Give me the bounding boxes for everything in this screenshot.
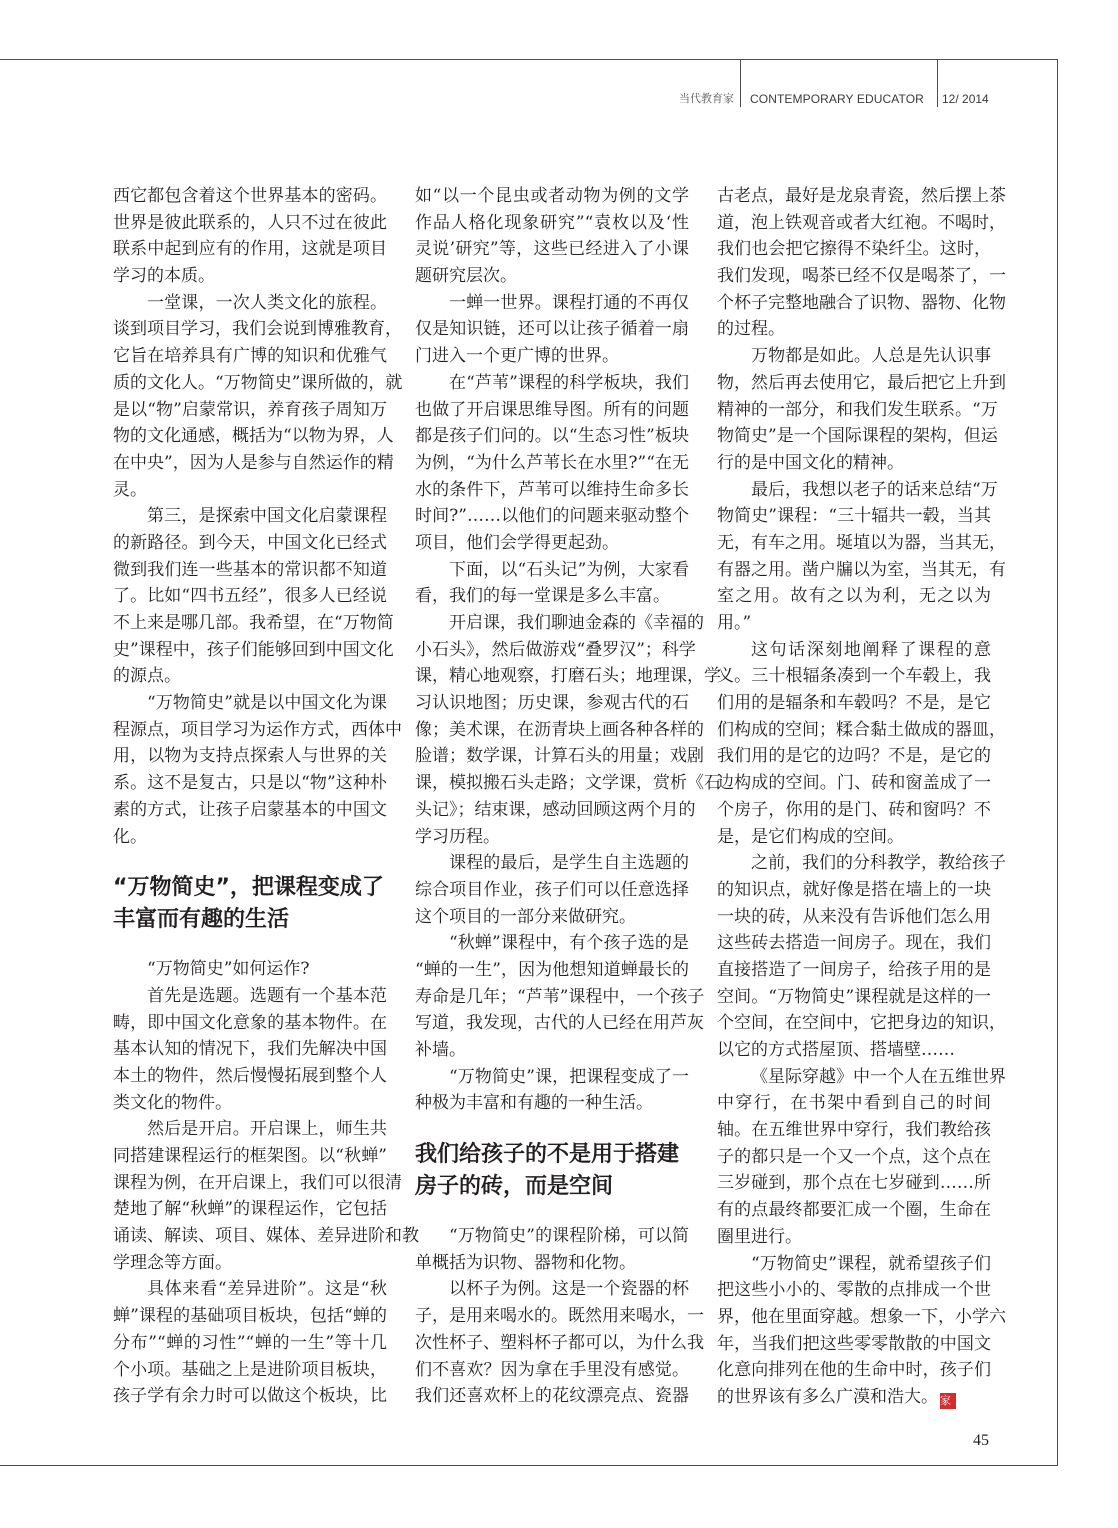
text-line: 古老点，最好是龙泉青瓷，然后摆上茶	[717, 186, 1006, 206]
text-line: 圈里进行。	[717, 1226, 802, 1247]
paragraph	[415, 610, 721, 850]
text-line: 基本认知的情况下，我们先解决中国	[113, 1039, 387, 1060]
text-line: 畴，即中国文化意象的基本物件。在	[113, 1012, 387, 1033]
text-line: 微到我们连一些基本的常识都不知道	[113, 559, 387, 580]
text-line: 时间?”……以他们的问题来驱动整个	[415, 506, 689, 527]
text-line: 个空间，在空间中，它把身边的知识，	[717, 1013, 1006, 1034]
text-line: 补墙。	[415, 1040, 466, 1060]
text-line: 都是孩子们问的。以“生态习性”板块	[415, 426, 689, 447]
text-line: “万物简史”的课程阶梯，可以简	[449, 1226, 689, 1247]
text-line: 类文化的物件。	[113, 1092, 232, 1113]
text-line: 我们也会把它擦得不染纤尘。这时，	[717, 239, 991, 260]
text-line: “万物简史”课，把课程变成了一	[449, 1066, 689, 1087]
text-line: 《星际穿越》中一个人在五维世界	[751, 1066, 1006, 1087]
text-line: 空间。“万物简史”课程就是这样的一	[717, 986, 991, 1007]
text-line: 课，模拟搬石头走路；文学课，赏析《石	[415, 773, 721, 794]
text-line: “万物简史”课程，就希望孩子们	[751, 1253, 991, 1274]
text-line-content: 的世界该有多么广漠和浩大。	[717, 1386, 938, 1407]
text-line: 学习的本质。	[113, 266, 215, 287]
paragraph	[415, 290, 689, 370]
text-line: 以杯子为例。这是一个瓷器的杯	[449, 1279, 689, 1300]
paragraph	[415, 1064, 689, 1117]
article-column-2	[415, 183, 721, 1410]
paragraph	[113, 690, 402, 850]
page-number: 45	[973, 1432, 989, 1449]
paragraph	[415, 1276, 704, 1409]
text-line: 这句话深刻地阐释了课程的意	[751, 639, 991, 660]
text-line: “蝉的一生”，因为他想知道蝉最长的	[415, 959, 689, 980]
text-line: 联系中起到应有的作用，这就是项目	[113, 239, 387, 260]
text-line: 有器之用。凿户牖以为室，当其无，有	[717, 559, 1006, 580]
text-line: 也做了开启课思维导图。所有的问题	[415, 399, 689, 420]
text-line: 物，然后再去使用它，最后把它上升到	[717, 372, 1006, 393]
paragraph	[415, 850, 689, 930]
heading-line: 丰富而有趣的生活	[113, 907, 290, 933]
text-line: 是，是它们构成的空间。	[717, 826, 904, 847]
text-line: 诵读、解读、项目、媒体、差异进阶和教	[113, 1226, 419, 1247]
text-line: 学习历程。	[415, 826, 500, 847]
text-line: 灵说’研究”等，这些已经进入了小课	[415, 239, 689, 260]
text-line: 们用的是辐条和车毂吗？不是，是它	[717, 693, 991, 714]
text-line: 同搭建课程运行的框架图。以“秋蝉”	[113, 1146, 387, 1166]
text-line: 在“芦苇”课程的科学板块，我们	[449, 372, 689, 393]
text-line: 最后，我想以老子的话来总结“万	[751, 479, 998, 500]
end-mark-logo: 家	[940, 1393, 956, 1409]
text-line: 精神的一部分，和我们发生联系。“万	[717, 399, 998, 420]
text-line: 子，是用来喝水的。既然用来喝水，一	[415, 1306, 704, 1327]
paragraph	[717, 343, 1006, 476]
text-line: 看，我们的每一堂课是多么丰富。	[415, 586, 670, 607]
text-line: 的知识点，就好像是搭在墙上的一块	[717, 879, 991, 900]
paragraph	[113, 1116, 419, 1276]
page-border-right	[1057, 59, 1058, 1466]
text-line: 灵。	[113, 479, 147, 500]
paragraph	[113, 1276, 387, 1409]
text-line: 门进入一个更广博的世界。	[415, 346, 619, 367]
text-line: 中穿行，在书架中看到自己的时间	[717, 1093, 991, 1114]
text-line: 习认识地图；历史课，参观古代的石	[415, 693, 689, 714]
text-line: 质的文化人。“万物简史”课所做的，就	[113, 372, 403, 393]
text-line: 的过程。	[717, 319, 785, 340]
text-line: 我们还喜欢杯上的花纹漂亮点、瓷器	[415, 1386, 689, 1407]
text-line: 像；美术课，在沥青块上画各种各样的	[415, 719, 704, 740]
text-line: 了。比如“四书五经”，很多人已经说	[113, 586, 387, 607]
text-line: “秋蝉”课程中，有个孩子选的是	[449, 933, 689, 954]
text-line: 一堂课，一次人类文化的旅程。	[147, 292, 387, 313]
text-line: 为例，“为什么芦苇长在水里?”“在无	[415, 452, 689, 473]
text-line: 三岁碰到，那个点在七岁碰到……所	[717, 1173, 991, 1194]
text-line: 西它都包含着这个世界基本的密码。	[113, 186, 387, 206]
text-line: 这个项目的一部分来做研究。	[415, 906, 636, 927]
heading-line: “万物简史”，把课程变成了	[113, 875, 384, 901]
paragraph	[415, 183, 689, 290]
text-line: 子的都只是一个又一个点，这个点在	[717, 1146, 991, 1167]
text-line: 物简史”是一个国际课程的架构，但运	[717, 426, 998, 447]
text-line: 室之用。故有之以为利，无之以为	[717, 586, 991, 607]
paragraph	[717, 850, 1006, 1064]
text-line: 综合项目作业，孩子们可以任意选择	[415, 879, 689, 900]
text-line: 个杯子完整地融合了识物、器物、化物	[717, 292, 1006, 313]
paragraph	[113, 983, 387, 1116]
text-line: 轴。在五维世界中穿行，我们教给孩	[717, 1120, 991, 1141]
text-line: 次性杯子、塑料杯子都可以，为什么我	[415, 1332, 704, 1353]
text-line: 下面，以“石头记”为例，大家看	[449, 559, 689, 580]
text-line: 学理念等方面。	[113, 1252, 232, 1273]
text-line: 用，以物为支持点探索人与世界的关	[113, 746, 387, 767]
text-line: 个房子，你用的是门、砖和窗吗？不	[717, 799, 991, 820]
text-line: 首先是选题。选题有一个基本范	[147, 985, 387, 1006]
page-border-top	[0, 59, 1058, 60]
text-line: 如“以一个昆虫或者动物为例的文学	[415, 186, 689, 206]
text-line: 课程为例，在开启课上，我们可以很清	[113, 1172, 402, 1193]
section-heading	[415, 1139, 689, 1203]
text-line: 单概括为识物、器物和化物。	[415, 1252, 636, 1273]
text-line: 脸谱；数学课，计算石头的用量；戏剧	[415, 746, 704, 767]
paragraph	[113, 503, 394, 690]
article-column-3	[717, 183, 1006, 1411]
text-line: 们不喜欢？因为拿在手里没有感觉。	[415, 1359, 689, 1380]
text-line: 化意向排列在他的生命中时，孩子们	[717, 1360, 991, 1381]
text-line: 寿命是几年；“芦苇”课程中，一个孩子	[415, 986, 705, 1007]
paragraph	[113, 183, 387, 290]
text-line: 把这些小小的、零散的点排成一个世	[717, 1280, 991, 1301]
magazine-name-en: CONTEMPORARY EDUCATOR	[750, 92, 924, 106]
text-line: 小石头》，然后做游戏“叠罗汉”；科学	[415, 639, 696, 660]
text-line: 蝉”课程的基础项目板块，包括“蝉的	[113, 1306, 387, 1327]
paragraph	[717, 1251, 1006, 1411]
text-line: 课，精心地观察，打磨石头；地理课，学	[415, 666, 721, 687]
text-line: 不上来是哪几部。我希望，在“万物简	[113, 613, 394, 633]
paragraph	[113, 956, 387, 983]
text-line: 谈到项目学习，我们会说到博雅教育，	[113, 319, 402, 340]
text-line: 我们用的是它的边吗？不是，是它的	[717, 746, 991, 767]
text-line: 题研究层次。	[415, 266, 517, 287]
text-line: 的源点。	[113, 666, 181, 687]
text-line: 楚地了解“秋蝉”的课程运作，它包括	[113, 1199, 387, 1220]
text-line: 万物都是如此。人总是先认识事	[751, 346, 991, 367]
text-line: 世界是彼此联系的，人只不过在彼此	[113, 212, 387, 233]
text-line: 一块的砖，从来没有告诉他们怎么用	[717, 906, 991, 927]
text-line: 年，当我们把这些零零散散的中国文	[717, 1333, 991, 1354]
section-heading	[113, 872, 387, 936]
text-line: 用。”	[717, 613, 752, 633]
text-line: 物简史”课程：“三十辐共一毂，当其	[717, 506, 991, 527]
text-line: 物的文化通感，概括为“以物为界，人	[113, 426, 394, 447]
text-line: 道，泡上铁观音或者大红袍。不喝时，	[717, 212, 1006, 233]
text-line: 它旨在培养具有广博的知识和优雅气	[113, 346, 387, 367]
heading-line: 我们给孩子的不是用于搭建	[415, 1142, 680, 1168]
text-line: 系。这不是复古，只是以“物”这种朴	[113, 773, 387, 794]
text-line: 有的点最终都要汇成一个圈，生命在	[717, 1200, 991, 1221]
paragraph	[717, 477, 1006, 637]
text-line: 个小项。基础之上是进阶项目板块，	[113, 1359, 387, 1380]
paragraph	[415, 1223, 689, 1276]
header-divider	[740, 59, 741, 107]
paragraph	[113, 290, 403, 504]
page-border-bottom	[0, 1465, 1058, 1466]
text-line: 史”课程中，孩子们能够回到中国文化	[113, 639, 394, 660]
text-line: 界，他在里面穿越。想象一下，小学六	[717, 1306, 1006, 1327]
paragraph	[415, 557, 689, 610]
text-line: 程源点，项目学习为运作方式，西体中	[113, 719, 402, 740]
issue-date: 12/ 2014	[942, 92, 989, 106]
text-line: 化。	[113, 826, 147, 847]
text-line: 种极为丰富和有趣的一种生活。	[415, 1093, 653, 1114]
heading-line: 房子的砖，而是空间	[415, 1174, 614, 1200]
text-line: 直接搭造了一间房子，给孩子用的是	[717, 959, 991, 980]
text-line	[717, 1384, 991, 1411]
paragraph	[717, 183, 1006, 343]
text-line: 课程的最后，是学生自主选题的	[449, 853, 689, 874]
text-line: 孩子学有余力时可以做这个板块，比	[113, 1386, 387, 1407]
article-column-1	[113, 183, 419, 1410]
text-line: 一蝉一世界。课程打通的不再仅	[449, 292, 689, 313]
text-line: 我们发现，喝茶已经不仅是喝茶了，一	[717, 266, 1006, 287]
text-line: “万物简史”如何运作?	[147, 959, 310, 980]
text-line: 项目，他们会学得更起劲。	[415, 532, 619, 553]
text-line: 的新路径。到今天，中国文化已经式	[113, 532, 387, 553]
text-line: 是以“物”启蒙常识，养育孩子周知万	[113, 399, 387, 420]
header-divider	[937, 59, 938, 107]
text-line: 行的是中国文化的精神。	[717, 452, 904, 473]
text-line: 之前，我们的分科教学，教给孩子	[751, 853, 1006, 874]
text-line: 无，有车之用。埏埴以为器，当其无，	[717, 532, 1006, 553]
text-line: 水的条件下，芦苇可以维持生命多长	[415, 479, 689, 500]
text-line: 素的方式，让孩子启蒙基本的中国文	[113, 799, 387, 820]
text-line: 仅是知识链，还可以让孩子循着一扇	[415, 319, 689, 340]
text-line: 本土的物件，然后慢慢拓展到整个人	[113, 1065, 387, 1086]
text-line: 以它的方式搭屋顶、搭墙壁……	[717, 1040, 955, 1060]
text-line: 开启课，我们聊迪金森的《幸福的	[449, 613, 704, 633]
text-line: 分布”“蝉的习性”“蝉的一生”等十几	[113, 1332, 387, 1353]
text-line: 写道，我发现，古代的人已经在用芦灰	[415, 1013, 704, 1034]
paragraph	[717, 637, 1006, 851]
paragraph	[717, 1064, 1006, 1251]
text-line: 作品人格化现象研究”“袁枚以及‘性	[415, 212, 689, 233]
text-line: 们构成的空间；糅合黏土做成的器皿，	[717, 719, 1006, 740]
magazine-name-cn: 当代教育家	[679, 92, 734, 105]
text-line: 头记》；结束课，感动回顾这两个月的	[415, 799, 696, 820]
text-line: 边构成的空间。门、砖和窗盖成了一	[717, 773, 991, 794]
text-line: “万物简史”就是以中国文化为课	[147, 693, 387, 714]
text-line: 然后是开启。开启课上，师生共	[147, 1119, 387, 1140]
text-line: 第三，是探索中国文化启蒙课程	[147, 506, 387, 527]
paragraph	[415, 370, 689, 557]
text-line: 具体来看“差异进阶”。这是“秋	[147, 1279, 387, 1300]
text-line: 义。三十根辐条凑到一个车毂上，我	[717, 666, 991, 687]
text-line: 这些砖去搭造一间房子。现在，我们	[717, 933, 991, 954]
text-line: 在中央”，因为人是参与自然运作的精	[113, 452, 394, 473]
paragraph	[415, 930, 705, 1063]
